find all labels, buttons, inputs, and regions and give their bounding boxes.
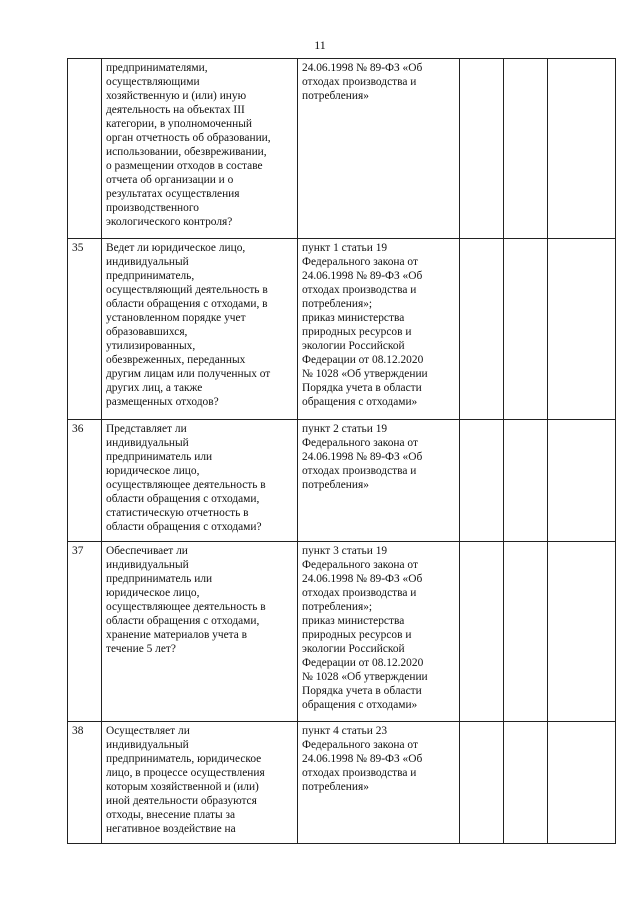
legal-reference: пункт 4 статьи 23 Федерального закона от 24.06.1998 № 89-ФЗ «Об отходах производства и потребления» <box>298 722 460 844</box>
table-row <box>68 722 616 844</box>
notes-cell <box>548 420 616 542</box>
requirement-question: предпринимателями, осуществляющими хозяйственную и (или) иную деятельность на объектах III категории, в уполномоченный орган отчетность об образовании, использовании, обезвреживании, о размещении отходов в составе отчета об организации и о результатах осуществления производственного экологического контроля? <box>102 59 298 239</box>
answer-cell <box>504 420 548 542</box>
notes-cell <box>548 239 616 420</box>
answer-cell <box>460 420 504 542</box>
row-number: 37 <box>68 542 102 722</box>
notes-cell <box>548 722 616 844</box>
answer-cell <box>504 239 548 420</box>
answer-cell <box>460 542 504 722</box>
answer-cell <box>460 239 504 420</box>
requirement-question: Ведет ли юридическое лицо, индивидуальный предприниматель, осуществляющий деятельность в области обращения с отходами, в установленном порядке учет образовавшихся, утилизированных, обезвреженных, переданных другим лицам или полученных от других лиц, а также размещенных отходов? <box>102 239 298 420</box>
requirement-question: Представляет ли индивидуальный предприниматель или юридическое лицо, осуществляющее деятельность в области обращения с отходами, статистическую отчетность в области обращения с отходами? <box>102 420 298 542</box>
page-number: 11 <box>314 38 326 52</box>
notes-cell <box>548 59 616 239</box>
legal-reference: пункт 3 статьи 19 Федерального закона от 24.06.1998 № 89-ФЗ «Об отходах производства и потребления»; приказ министерства природных ресурсов и экологии Российской Федерации от 08.12.2020 № 1028 «Об утверждении Порядка учета в области обращения с отходами» <box>298 542 460 722</box>
legal-reference: пункт 1 статьи 19 Федерального закона от 24.06.1998 № 89-ФЗ «Об отходах производства и потребления»; приказ министерства природных ресурсов и экологии Российской Федерации от 08.12.2020 № 1028 «Об утверждении Порядка учета в области обращения с отходами» <box>298 239 460 420</box>
legal-reference: 24.06.1998 № 89-ФЗ «Об отходах производства и потребления» <box>298 59 460 239</box>
row-number: 35 <box>68 239 102 420</box>
answer-cell <box>460 59 504 239</box>
table-row <box>68 239 616 420</box>
table-row <box>68 542 616 722</box>
answer-cell <box>504 59 548 239</box>
notes-cell <box>548 542 616 722</box>
row-number: 38 <box>68 722 102 844</box>
answer-cell <box>504 542 548 722</box>
requirement-question: Обеспечивает ли индивидуальный предприниматель или юридическое лицо, осуществляющее деятельность в области обращения с отходами, хранение материалов учета в течение 5 лет? <box>102 542 298 722</box>
table-row <box>68 420 616 542</box>
requirement-question: Осуществляет ли индивидуальный предприниматель, юридическое лицо, в процессе осуществления которым хозяйственной и (или) иной деятельности образуются отходы, внесение платы за негативное воздействие на <box>102 722 298 844</box>
answer-cell <box>460 722 504 844</box>
row-number <box>68 59 102 239</box>
row-number: 36 <box>68 420 102 542</box>
table-row <box>68 59 616 239</box>
checklist-table <box>67 58 616 844</box>
legal-reference: пункт 2 статьи 19 Федерального закона от 24.06.1998 № 89-ФЗ «Об отходах производства и потребления» <box>298 420 460 542</box>
answer-cell <box>504 722 548 844</box>
